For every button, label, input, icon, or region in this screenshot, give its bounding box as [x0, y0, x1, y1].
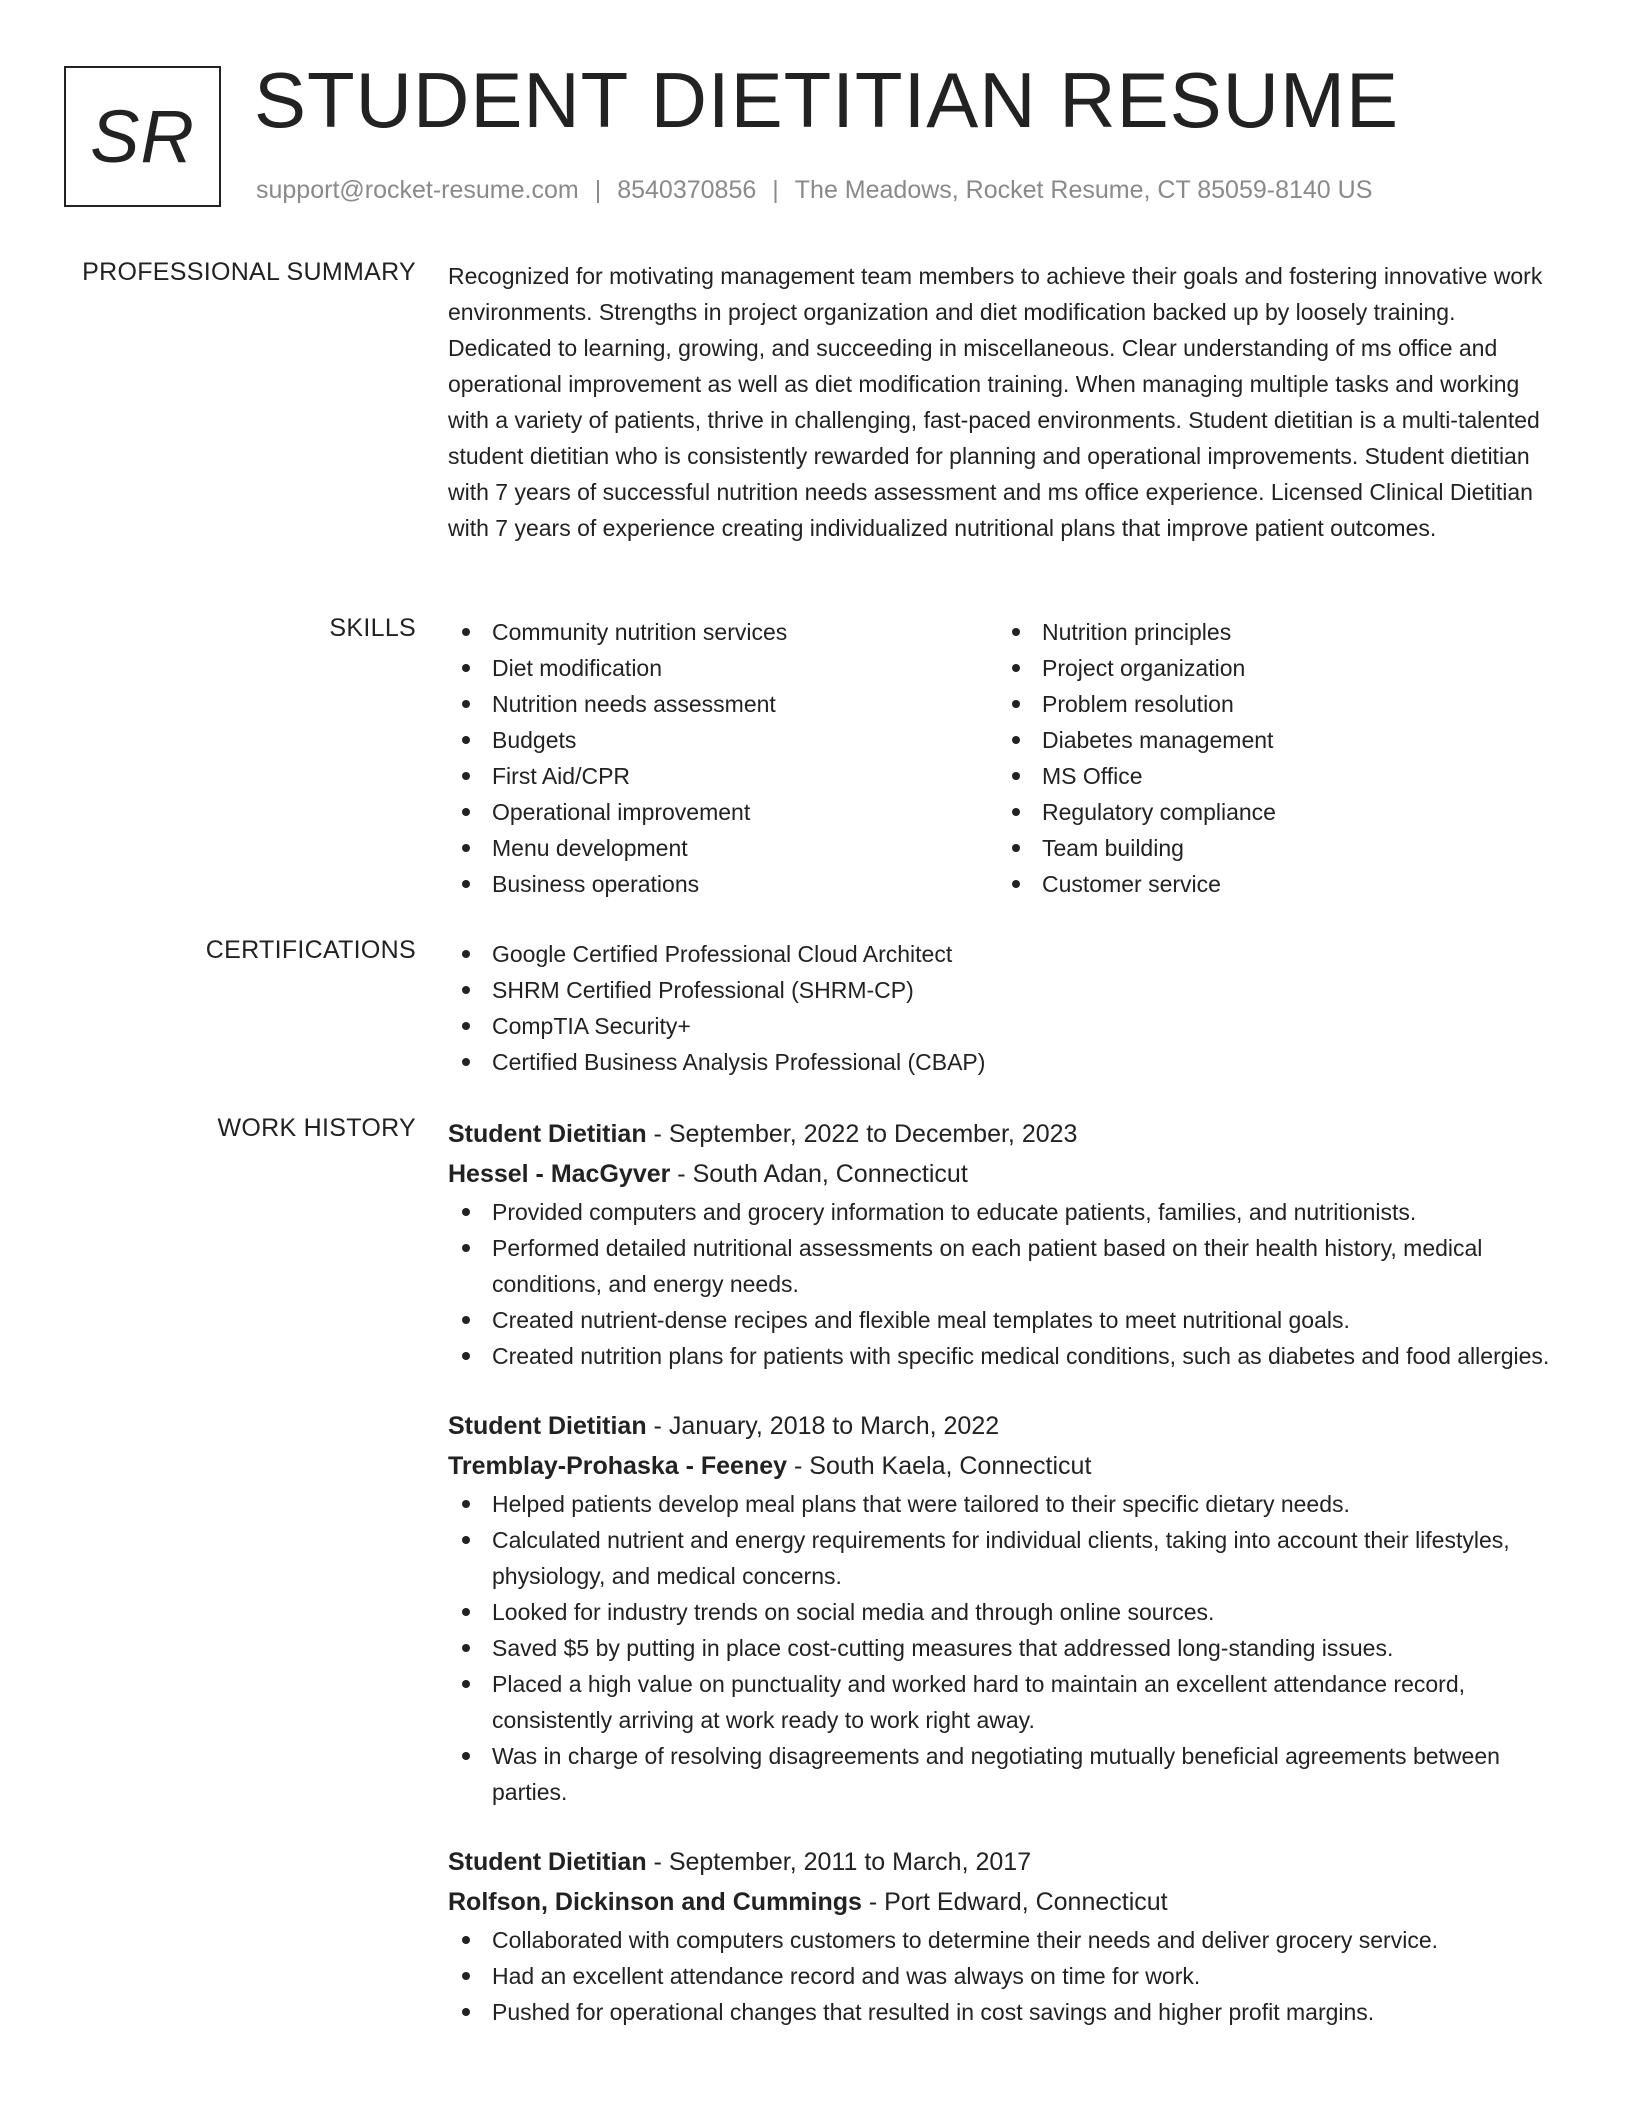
- skill-item-text: Community nutrition services: [492, 619, 788, 645]
- bullet-dot-icon: [462, 700, 470, 708]
- job-bullet-text: Performed detailed nutritional assessments on each patient based on their health history, medical conditions, and energy needs.: [492, 1235, 1483, 1297]
- skills-list-right: [998, 614, 1548, 902]
- job-bullet: [448, 1630, 1560, 1666]
- skill-item-text: Nutrition principles: [1042, 619, 1232, 645]
- skill-item-text: Problem resolution: [1042, 691, 1234, 717]
- skill-item: [998, 722, 1548, 758]
- contact-separator: |: [772, 176, 779, 204]
- job-entry: [448, 1842, 1560, 2030]
- skill-item-text: Budgets: [492, 727, 577, 753]
- bullet-dot-icon: [462, 1644, 470, 1652]
- job-bullet-text: Collaborated with computers customers to determine their needs and deliver grocery service.: [492, 1927, 1438, 1953]
- bullet-dot-icon: [1012, 772, 1020, 780]
- skill-item: [998, 758, 1548, 794]
- bullet-dot-icon: [462, 1680, 470, 1688]
- job-entry: [448, 1114, 1560, 1374]
- job-title-line: [448, 1842, 1560, 1882]
- job-location: - South Kaela, Connecticut: [787, 1452, 1092, 1480]
- skill-item: [448, 758, 998, 794]
- job-company-line: [448, 1882, 1560, 1922]
- skill-item-text: MS Office: [1042, 763, 1143, 789]
- bullet-dot-icon: [462, 1352, 470, 1360]
- bullet-dot-icon: [1012, 808, 1020, 816]
- skill-item-text: Diet modification: [492, 655, 663, 681]
- summary-body: [448, 258, 1560, 546]
- job-bullet-text: Was in charge of resolving disagreements and negotiating mutually beneficial agreements between parties.: [492, 1743, 1500, 1805]
- job-bullet: [448, 1958, 1560, 1994]
- skill-item: [998, 830, 1548, 866]
- skill-item-text: Project organization: [1042, 655, 1246, 681]
- skill-item: [448, 650, 998, 686]
- bullet-dot-icon: [462, 1208, 470, 1216]
- job-bullets: [448, 1486, 1560, 1810]
- job-bullets: [448, 1922, 1560, 2030]
- certifications-list: [448, 936, 1560, 1080]
- section-heading-summary: PROFESSIONAL SUMMARY: [82, 258, 416, 286]
- certification-item: [448, 936, 1560, 972]
- job-company-line: [448, 1446, 1560, 1486]
- bullet-dot-icon: [1012, 700, 1020, 708]
- job-dates: - September, 2022 to December, 2023: [646, 1120, 1078, 1148]
- skill-item: [998, 794, 1548, 830]
- bullet-dot-icon: [462, 1022, 470, 1030]
- skills-body: [448, 614, 1560, 902]
- job-bullet: [448, 1230, 1560, 1302]
- job-bullet: [448, 1486, 1560, 1522]
- job-location: - South Adan, Connecticut: [670, 1160, 968, 1188]
- job-bullet-text: Provided computers and grocery information to educate patients, families, and nutritionists.: [492, 1199, 1417, 1225]
- bullet-dot-icon: [462, 1244, 470, 1252]
- bullet-dot-icon: [462, 664, 470, 672]
- contact-separator: |: [594, 176, 602, 204]
- bullet-dot-icon: [1012, 664, 1020, 672]
- section-heading-skills: SKILLS: [329, 614, 416, 642]
- bullet-dot-icon: [462, 1936, 470, 1944]
- job-bullet: [448, 1922, 1560, 1958]
- skill-item-text: Nutrition needs assessment: [492, 691, 776, 717]
- certification-item-text: Certified Business Analysis Professional (CBAP): [492, 1049, 986, 1075]
- bullet-dot-icon: [462, 2008, 470, 2016]
- certification-item-text: Google Certified Professional Cloud Architect: [492, 941, 953, 967]
- bullet-dot-icon: [462, 1058, 470, 1066]
- monogram-box: [64, 66, 221, 207]
- contact-phone[interactable]: 8540370856: [617, 176, 757, 204]
- certification-item-text: CompTIA Security+: [492, 1013, 691, 1039]
- skill-item: [998, 866, 1548, 902]
- contact-address: The Meadows, Rocket Resume, CT 85059-8140 US: [794, 176, 1373, 204]
- job-dates: - September, 2011 to March, 2017: [646, 1848, 1032, 1876]
- job-title: Student Dietitian: [448, 1120, 647, 1148]
- bullet-dot-icon: [1012, 880, 1020, 888]
- job-bullet-text: Pushed for operational changes that resulted in cost savings and higher profit margins.: [492, 1999, 1375, 2025]
- job-company-line: [448, 1154, 1560, 1194]
- monogram-initials: SR: [90, 94, 195, 178]
- skill-item-text: Customer service: [1042, 871, 1221, 897]
- job-title: Student Dietitian: [448, 1848, 647, 1876]
- bullet-dot-icon: [462, 950, 470, 958]
- job-bullet: [448, 1594, 1560, 1630]
- skill-item: [998, 614, 1548, 650]
- contact-line: [256, 176, 1372, 205]
- job-bullet-text: Created nutrient-dense recipes and flexible meal templates to meet nutritional goals.: [492, 1307, 1350, 1333]
- certification-item: [448, 1008, 1560, 1044]
- bullet-dot-icon: [1012, 628, 1020, 636]
- skill-item-text: Diabetes management: [1042, 727, 1274, 753]
- job-company: Hessel - MacGyver: [448, 1160, 671, 1188]
- bullet-dot-icon: [462, 1500, 470, 1508]
- skill-item: [448, 686, 998, 722]
- bullet-dot-icon: [462, 1972, 470, 1980]
- bullet-dot-icon: [1012, 736, 1020, 744]
- summary-text: Recognized for motivating management team members to achieve their goals and fostering innovative work environments. Strengths in project organization and diet modification backed up by loosely training. Dedicated to learning, growing, and succeeding in miscellaneous. Clear understanding of ms office and operational improvement as well as diet modification training. When managing multiple tasks and working with a variety of patients, thrive in challenging, fast-paced environments. Student dietitian is a multi-talented student dietitian who is consistently rewarded for planning and operational improvements. Student dietitian with 7 years of successful nutrition needs assessment and ms office experience. Licensed Clinical Dietitian with 7 years of experience creating individualized nutritional plans that improve patient outcomes.: [448, 263, 1543, 541]
- certification-item: [448, 972, 1560, 1008]
- bullet-dot-icon: [462, 808, 470, 816]
- skill-item: [998, 686, 1548, 722]
- skill-item: [448, 830, 998, 866]
- job-location: - Port Edward, Connecticut: [861, 1888, 1168, 1916]
- bullet-dot-icon: [462, 736, 470, 744]
- certification-item: [448, 1044, 1560, 1080]
- job-bullet: [448, 1194, 1560, 1230]
- resume-title: STUDENT DIETITIAN RESUME: [254, 56, 1399, 144]
- job-bullets: [448, 1194, 1560, 1374]
- skills-list-left: [448, 614, 998, 902]
- skill-item-text: Menu development: [492, 835, 688, 861]
- job-bullet: [448, 1666, 1560, 1738]
- skill-item-text: Operational improvement: [492, 799, 751, 825]
- job-title-line: [448, 1406, 1560, 1446]
- certification-item-text: SHRM Certified Professional (SHRM-CP): [492, 977, 914, 1003]
- job-bullet-text: Had an excellent attendance record and was always on time for work.: [492, 1963, 1201, 1989]
- job-bullet: [448, 1738, 1560, 1810]
- section-heading-certifications: CERTIFICATIONS: [205, 936, 416, 964]
- skill-item-text: Regulatory compliance: [1042, 799, 1276, 825]
- skill-item-text: Business operations: [492, 871, 700, 897]
- certifications-body: [448, 936, 1560, 1080]
- job-dates: - January, 2018 to March, 2022: [646, 1412, 1000, 1440]
- bullet-dot-icon: [462, 1536, 470, 1544]
- work-history-body: [448, 1114, 1560, 2062]
- job-title: Student Dietitian: [448, 1412, 647, 1440]
- job-bullet: [448, 1994, 1560, 2030]
- job-bullet-text: Placed a high value on punctuality and worked hard to maintain an excellent attendance record, consistently arriving at work ready to work right away.: [492, 1671, 1466, 1733]
- skill-item: [448, 866, 998, 902]
- bullet-dot-icon: [1012, 844, 1020, 852]
- job-company: Rolfson, Dickinson and Cummings: [448, 1888, 862, 1916]
- skill-item: [448, 614, 998, 650]
- bullet-dot-icon: [462, 1316, 470, 1324]
- skill-item-text: Team building: [1042, 835, 1184, 861]
- skill-item-text: First Aid/CPR: [492, 763, 631, 789]
- skill-item: [448, 794, 998, 830]
- job-bullet-text: Calculated nutrient and energy requirements for individual clients, taking into account their lifestyles, physiology, and medical concerns.: [492, 1527, 1510, 1589]
- contact-email[interactable]: support@rocket-resume.com: [256, 176, 579, 204]
- bullet-dot-icon: [462, 1608, 470, 1616]
- section-heading-work-history: WORK HISTORY: [217, 1114, 416, 1142]
- skill-item: [998, 650, 1548, 686]
- bullet-dot-icon: [462, 880, 470, 888]
- bullet-dot-icon: [462, 844, 470, 852]
- bullet-dot-icon: [462, 986, 470, 994]
- job-entry: [448, 1406, 1560, 1810]
- skill-item: [448, 722, 998, 758]
- bullet-dot-icon: [462, 772, 470, 780]
- job-bullet-text: Created nutrition plans for patients with specific medical conditions, such as diabetes and food allergies.: [492, 1343, 1550, 1369]
- job-bullet-text: Helped patients develop meal plans that were tailored to their specific dietary needs.: [492, 1491, 1350, 1517]
- job-title-line: [448, 1114, 1560, 1154]
- bullet-dot-icon: [462, 1752, 470, 1760]
- job-bullet: [448, 1522, 1560, 1594]
- job-company: Tremblay-Prohaska - Feeney: [448, 1452, 788, 1480]
- job-bullet-text: Looked for industry trends on social media and through online sources.: [492, 1599, 1215, 1625]
- job-bullet: [448, 1302, 1560, 1338]
- job-bullet-text: Saved $5 by putting in place cost-cutting measures that addressed long-standing issues.: [492, 1635, 1394, 1661]
- job-bullet: [448, 1338, 1560, 1374]
- bullet-dot-icon: [462, 628, 470, 636]
